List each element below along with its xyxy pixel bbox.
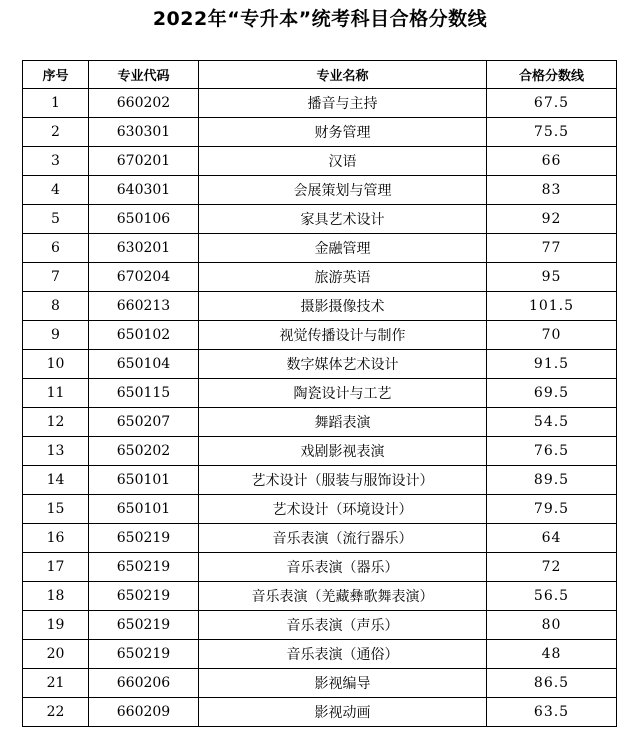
- cell-name: 陶瓷设计与工艺: [199, 379, 487, 408]
- cell-code: 650207: [89, 408, 199, 437]
- cell-index: 20: [23, 640, 89, 669]
- cell-score: 54.5: [487, 408, 617, 437]
- header-row: [23, 61, 617, 89]
- table-row: [23, 147, 617, 176]
- cell-code: 670201: [89, 147, 199, 176]
- cell-code: 650115: [89, 379, 199, 408]
- table-row: [23, 379, 617, 408]
- cell-code: 650219: [89, 553, 199, 582]
- cell-index: 17: [23, 553, 89, 582]
- cell-name: 金融管理: [199, 234, 487, 263]
- table-row: [23, 524, 617, 553]
- cell-score: 72: [487, 553, 617, 582]
- table-row: [23, 176, 617, 205]
- table-row: [23, 582, 617, 611]
- cell-name: 家具艺术设计: [199, 205, 487, 234]
- cell-name: 播音与主持: [199, 89, 487, 118]
- cell-code: 660202: [89, 89, 199, 118]
- header-score: 合格分数线: [487, 61, 617, 89]
- cell-index: 11: [23, 379, 89, 408]
- table-row: [23, 205, 617, 234]
- cell-score: 76.5: [487, 437, 617, 466]
- cell-name: 摄影摄像技术: [199, 292, 487, 321]
- cell-code: 650101: [89, 495, 199, 524]
- header-name: 专业名称: [199, 61, 487, 89]
- cell-score: 69.5: [487, 379, 617, 408]
- cell-index: 5: [23, 205, 89, 234]
- header-code: 专业代码: [89, 61, 199, 89]
- cell-code: 660213: [89, 292, 199, 321]
- cell-index: 7: [23, 263, 89, 292]
- cell-code: 660206: [89, 669, 199, 698]
- cell-index: 3: [23, 147, 89, 176]
- score-table: [22, 60, 617, 727]
- cell-index: 4: [23, 176, 89, 205]
- cell-name: 戏剧影视表演: [199, 437, 487, 466]
- cell-code: 650202: [89, 437, 199, 466]
- table-row: [23, 640, 617, 669]
- cell-score: 70: [487, 321, 617, 350]
- cell-score: 48: [487, 640, 617, 669]
- cell-index: 19: [23, 611, 89, 640]
- cell-score: 67.5: [487, 89, 617, 118]
- cell-name: 财务管理: [199, 118, 487, 147]
- cell-index: 12: [23, 408, 89, 437]
- table-row: [23, 698, 617, 727]
- cell-name: 艺术设计（服装与服饰设计）: [199, 466, 487, 495]
- cell-score: 80: [487, 611, 617, 640]
- cell-name: 音乐表演（器乐）: [199, 553, 487, 582]
- cell-score: 95: [487, 263, 617, 292]
- cell-name: 音乐表演（羌藏彝歌舞表演）: [199, 582, 487, 611]
- cell-index: 13: [23, 437, 89, 466]
- cell-name: 旅游英语: [199, 263, 487, 292]
- table-row: [23, 408, 617, 437]
- cell-score: 89.5: [487, 466, 617, 495]
- cell-score: 91.5: [487, 350, 617, 379]
- cell-index: 2: [23, 118, 89, 147]
- cell-code: 630201: [89, 234, 199, 263]
- table-row: [23, 495, 617, 524]
- table-row: [23, 234, 617, 263]
- cell-index: 6: [23, 234, 89, 263]
- cell-score: 86.5: [487, 669, 617, 698]
- cell-name: 会展策划与管理: [199, 176, 487, 205]
- table-row: [23, 321, 617, 350]
- table-header: [23, 61, 617, 89]
- table-row: [23, 89, 617, 118]
- cell-score: 64: [487, 524, 617, 553]
- cell-score: 75.5: [487, 118, 617, 147]
- table-row: [23, 263, 617, 292]
- cell-name: 汉语: [199, 147, 487, 176]
- cell-index: 14: [23, 466, 89, 495]
- cell-code: 650104: [89, 350, 199, 379]
- cell-name: 视觉传播设计与制作: [199, 321, 487, 350]
- cell-index: 1: [23, 89, 89, 118]
- cell-name: 影视动画: [199, 698, 487, 727]
- cell-index: 18: [23, 582, 89, 611]
- cell-score: 63.5: [487, 698, 617, 727]
- header-index: 序号: [23, 61, 89, 89]
- table-row: [23, 437, 617, 466]
- cell-code: 670204: [89, 263, 199, 292]
- cell-score: 92: [487, 205, 617, 234]
- table-row: [23, 292, 617, 321]
- cell-code: 630301: [89, 118, 199, 147]
- cell-score: 66: [487, 147, 617, 176]
- cell-code: 640301: [89, 176, 199, 205]
- cell-score: 77: [487, 234, 617, 263]
- cell-code: 650219: [89, 524, 199, 553]
- page-title: 2022年“专升本”统考科目合格分数线: [152, 8, 488, 30]
- table-row: [23, 350, 617, 379]
- cell-score: 56.5: [487, 582, 617, 611]
- cell-index: 22: [23, 698, 89, 727]
- table-row: [23, 553, 617, 582]
- table-row: [23, 669, 617, 698]
- cell-code: 650102: [89, 321, 199, 350]
- cell-index: 9: [23, 321, 89, 350]
- cell-name: 数字媒体艺术设计: [199, 350, 487, 379]
- cell-code: 660209: [89, 698, 199, 727]
- cell-code: 650106: [89, 205, 199, 234]
- cell-name: 艺术设计（环境设计）: [199, 495, 487, 524]
- cell-score: 79.5: [487, 495, 617, 524]
- cell-name: 音乐表演（流行器乐）: [199, 524, 487, 553]
- table-row: [23, 118, 617, 147]
- cell-score: 83: [487, 176, 617, 205]
- cell-name: 影视编导: [199, 669, 487, 698]
- cell-index: 21: [23, 669, 89, 698]
- cell-score: 101.5: [487, 292, 617, 321]
- cell-index: 8: [23, 292, 89, 321]
- cell-name: 音乐表演（声乐）: [199, 611, 487, 640]
- table-body: [23, 89, 617, 727]
- cell-code: 650101: [89, 466, 199, 495]
- table-row: [23, 466, 617, 495]
- table-row: [23, 611, 617, 640]
- cell-index: 10: [23, 350, 89, 379]
- cell-index: 16: [23, 524, 89, 553]
- cell-code: 650219: [89, 611, 199, 640]
- cell-name: 舞蹈表演: [199, 408, 487, 437]
- cell-index: 15: [23, 495, 89, 524]
- cell-code: 650219: [89, 640, 199, 669]
- cell-code: 650219: [89, 582, 199, 611]
- cell-name: 音乐表演（通俗）: [199, 640, 487, 669]
